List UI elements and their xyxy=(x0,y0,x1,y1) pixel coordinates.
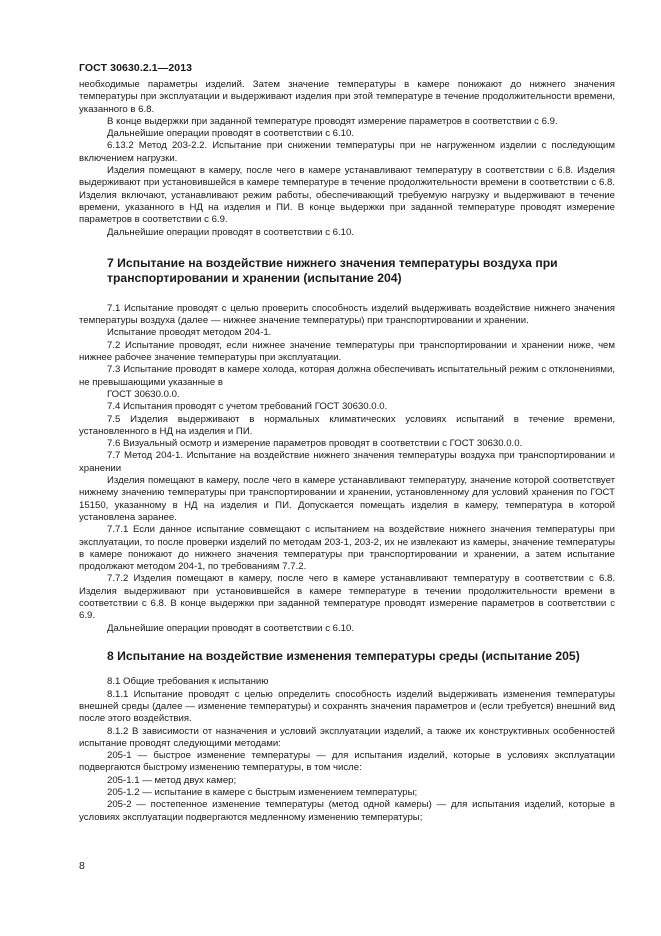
document-body xyxy=(79,79,615,824)
section-heading: 7 Испытание на воздействие нижнего значения температуры воздуха при транспортировании и хранении (испытание 204) xyxy=(107,255,558,286)
paragraph: 8.1.1 Испытание проводят с целью определить способность изделий выдерживать изменения температуры внешней среды (далее — изменение температуры) и сохранять значения параметров и (если требуется) внешний вид после этого воздействия. xyxy=(79,688,615,725)
paragraph: Изделия помещают в камеру, после чего в камере устанавливают температуру, значение которой соответствует нижнему значению температуры при транспортировании и хранении, установленному для условий хранения по ГОСТ 15150, указанному в НД на изделия и ПИ. Допускается помещать изделия в камеру, температура в которой установлена заранее. xyxy=(79,475,615,523)
paragraph: 7.4 Испытания проводят с учетом требований ГОСТ 30630.0.0. xyxy=(107,401,388,413)
paragraph: 7.3 Испытание проводят в камере холода, которая должна обеспечивать испытательный режим с отклонениями, не превышающими указанные в xyxy=(79,364,615,388)
paragraph: 7.5 Изделия выдерживают в нормальных климатических условиях испытаний в течение времени, установленного в НД на изделия и ПИ. xyxy=(79,413,615,437)
paragraph: 7.7.2 Изделия помещают в камеру, после чего в камере устанавливают температуру в соответствии с 6.8. Изделия выдерживают при установившейся в камере температуре в течении продолжительности времени в соответствии с 6.8. В конце выдержки при заданной температуре проводят измерение параметров в соответствии с 6.9. xyxy=(79,573,615,622)
paragraph: 7.1 Испытание проводят с целью проверить способность изделий выдерживать воздействие нижнего значения температуры воздуха (далее — нижнее значение температуры) при транспортировании и хранении. xyxy=(79,302,615,327)
paragraph: Испытание проводят методом 204-1. xyxy=(107,327,272,339)
paragraph: 7.7 Метод 204-1. Испытание на воздействие нижнего значения температуры воздуха при транспортировании и хранении xyxy=(79,450,615,474)
paragraph: 205-1.1 — метод двух камер; xyxy=(107,774,237,786)
page-number: 8 xyxy=(79,860,85,872)
paragraph: 6.13.2 Метод 203-2.2. Испытание при снижении температуры при не нагруженном изделии с последующим включением нагрузки. xyxy=(79,140,615,164)
page-header-standard-number: ГОСТ 30630.2.1—2013 xyxy=(79,62,193,74)
paragraph: необходимые параметры изделий. Затем значение температуры в камере понижают до нижнего значения температуры при эксплуатации и выдерживают изделия при этой температуре в течение продолжительности времени, указанного в 6.8. xyxy=(79,79,615,115)
paragraph: 205-1.2 — испытание в камере с быстрым изменением температуры; xyxy=(107,787,418,799)
paragraph: 205-1 — быстрое изменение температуры — для испытания изделий, которые в условиях эксплуатации подвергаются быстрому изменению температуры, в том числе: xyxy=(79,750,615,774)
paragraph: 8.1.2 В зависимости от назначения и условий эксплуатации изделий, а также их конструктивных особенностей испытание проводят следующими методами: xyxy=(79,725,615,749)
paragraph: В конце выдержки при заданной температуре проводят измерение параметров в соответствии с 6.9. xyxy=(107,115,558,127)
paragraph: ГОСТ 30630.0.0. xyxy=(107,388,180,400)
paragraph: 205-2 — постепенное изменение температуры (метод одной камеры) — для испытания изделий, которые в условиях эксплуатации подвергаются медленному изменению температуры; xyxy=(79,799,615,823)
paragraph: 7.2 Испытание проводят, если нижнее значение температуры при транспортировании и хранении ниже, чем нижнее рабочее значение температуры при эксплуатации. xyxy=(79,339,615,364)
paragraph: 7.6 Визуальный осмотр и измерение параметров проводят в соответствии с ГОСТ 30630.0.0. xyxy=(107,438,523,450)
paragraph: Дальнейшие операции проводят в соответствии с 6.10. xyxy=(107,622,355,634)
paragraph: Дальнейшие операции проводят в соответствии с 6.10. xyxy=(107,128,355,140)
paragraph: 8.1 Общие требования к испытанию xyxy=(107,676,269,688)
paragraph: 7.7.1 Если данное испытание совмещают с испытанием на воздействие нижнего значения температуры при эксплуатации, то после проверки изделий по методам 203-1, 203-2, их не извлекают из камеры, значение температуры в камере понижают до нижнего значения температуры при транспортировании и хранении, а затем испытание продолжают методом 204-1, по требованиям 7.7.2. xyxy=(79,524,615,573)
paragraph: Дальнейшие операции проводят в соответствии с 6.10. xyxy=(107,226,355,238)
section-heading: 8 Испытание на воздействие изменения температуры среды (испытание 205) xyxy=(107,648,580,663)
paragraph: Изделия помещают в камеру, после чего в камере устанавливают температуру в соответствии с 6.8. Изделия выдерживают при установившейся в камере температуре в течение продолжительности времени в соответствии с 6.8. Изделия включают, устанавливают режим работы, обеспечивающий требуемую нагрузку и выдерживают в течение времени, указанного в НД на изделия и ПИ. В конце выдержки при заданной температуре проводят измерение параметров в соответствии с 6.9. xyxy=(79,165,615,226)
